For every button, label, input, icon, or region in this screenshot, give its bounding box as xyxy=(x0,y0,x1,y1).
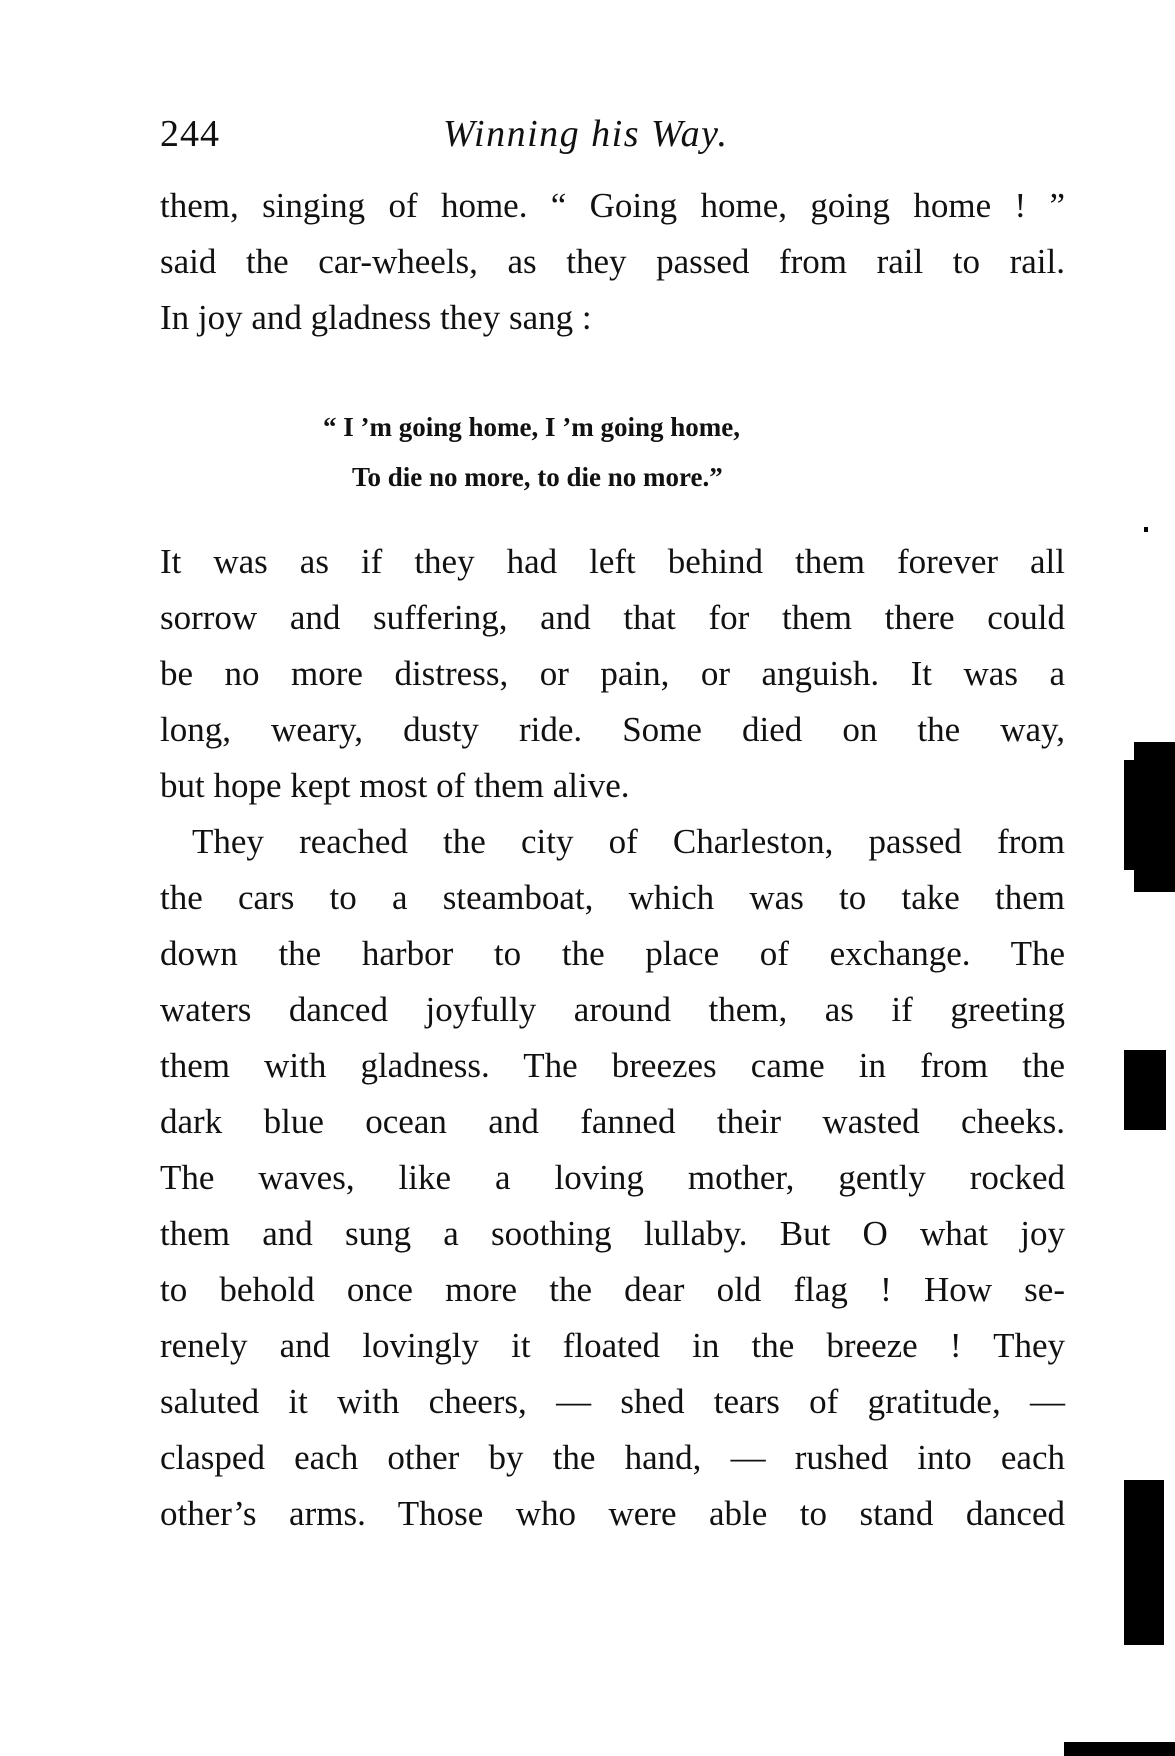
scan-artifact xyxy=(1064,1742,1175,1756)
text-line: long, weary, dusty ride. Some died on the way, xyxy=(160,710,1065,749)
paragraph-1 xyxy=(160,178,1065,346)
running-title: Winning his Way. xyxy=(443,113,729,155)
scan-artifact xyxy=(1124,1480,1164,1645)
verse-line: To die no more, to die no more.” xyxy=(352,462,723,492)
scan-artifact xyxy=(1134,742,1175,892)
text-line: down the harbor to the place of exchange. The xyxy=(160,934,1065,973)
text-line: dark blue ocean and fanned their wasted cheeks. xyxy=(160,1102,1065,1141)
scan-artifact xyxy=(1144,527,1148,532)
page-number: 244 xyxy=(160,113,220,155)
text-line: but hope kept most of them alive. xyxy=(160,766,630,805)
text-line: They reached the city of Charleston, passed from xyxy=(192,822,1065,861)
paragraph-2 xyxy=(160,534,1065,814)
text-line: saluted it with cheers, — shed tears of gratitude, — xyxy=(160,1382,1065,1421)
paragraph-3 xyxy=(160,814,1065,1542)
text-line: sorrow and suffering, and that for them there could xyxy=(160,598,1065,637)
text-line: clasped each other by the hand, — rushed into each xyxy=(160,1438,1065,1477)
text-line: said the car-wheels, as they passed from rail to rail. xyxy=(160,242,1065,281)
text-line: renely and lovingly it floated in the breeze ! They xyxy=(160,1326,1065,1365)
verse-line: “ I ’m going home, I ’m going home, xyxy=(323,412,740,442)
text-line: The waves, like a loving mother, gently rocked xyxy=(160,1158,1065,1197)
text-line: them with gladness. The breezes came in from the xyxy=(160,1046,1065,1085)
text-line: It was as if they had left behind them forever all xyxy=(160,542,1065,581)
scan-artifact xyxy=(1124,1050,1166,1130)
text-line: waters danced joyfully around them, as if greeting xyxy=(160,990,1065,1029)
text-line: to behold once more the dear old flag ! How se- xyxy=(160,1270,1065,1309)
text-line: the cars to a steamboat, which was to take them xyxy=(160,878,1065,917)
running-head xyxy=(160,112,1065,172)
text-line: In joy and gladness they sang : xyxy=(160,298,592,337)
text-line: other’s arms. Those who were able to stand danced xyxy=(160,1494,1065,1533)
scan-artifact xyxy=(1124,760,1134,870)
text-line: them, singing of home. “ Going home, going home ! ” xyxy=(160,186,1065,225)
verse-quote xyxy=(160,402,1065,502)
text-line: them and sung a soothing lullaby. But O what joy xyxy=(160,1214,1065,1253)
text-line: be no more distress, or pain, or anguish. It was a xyxy=(160,654,1065,693)
